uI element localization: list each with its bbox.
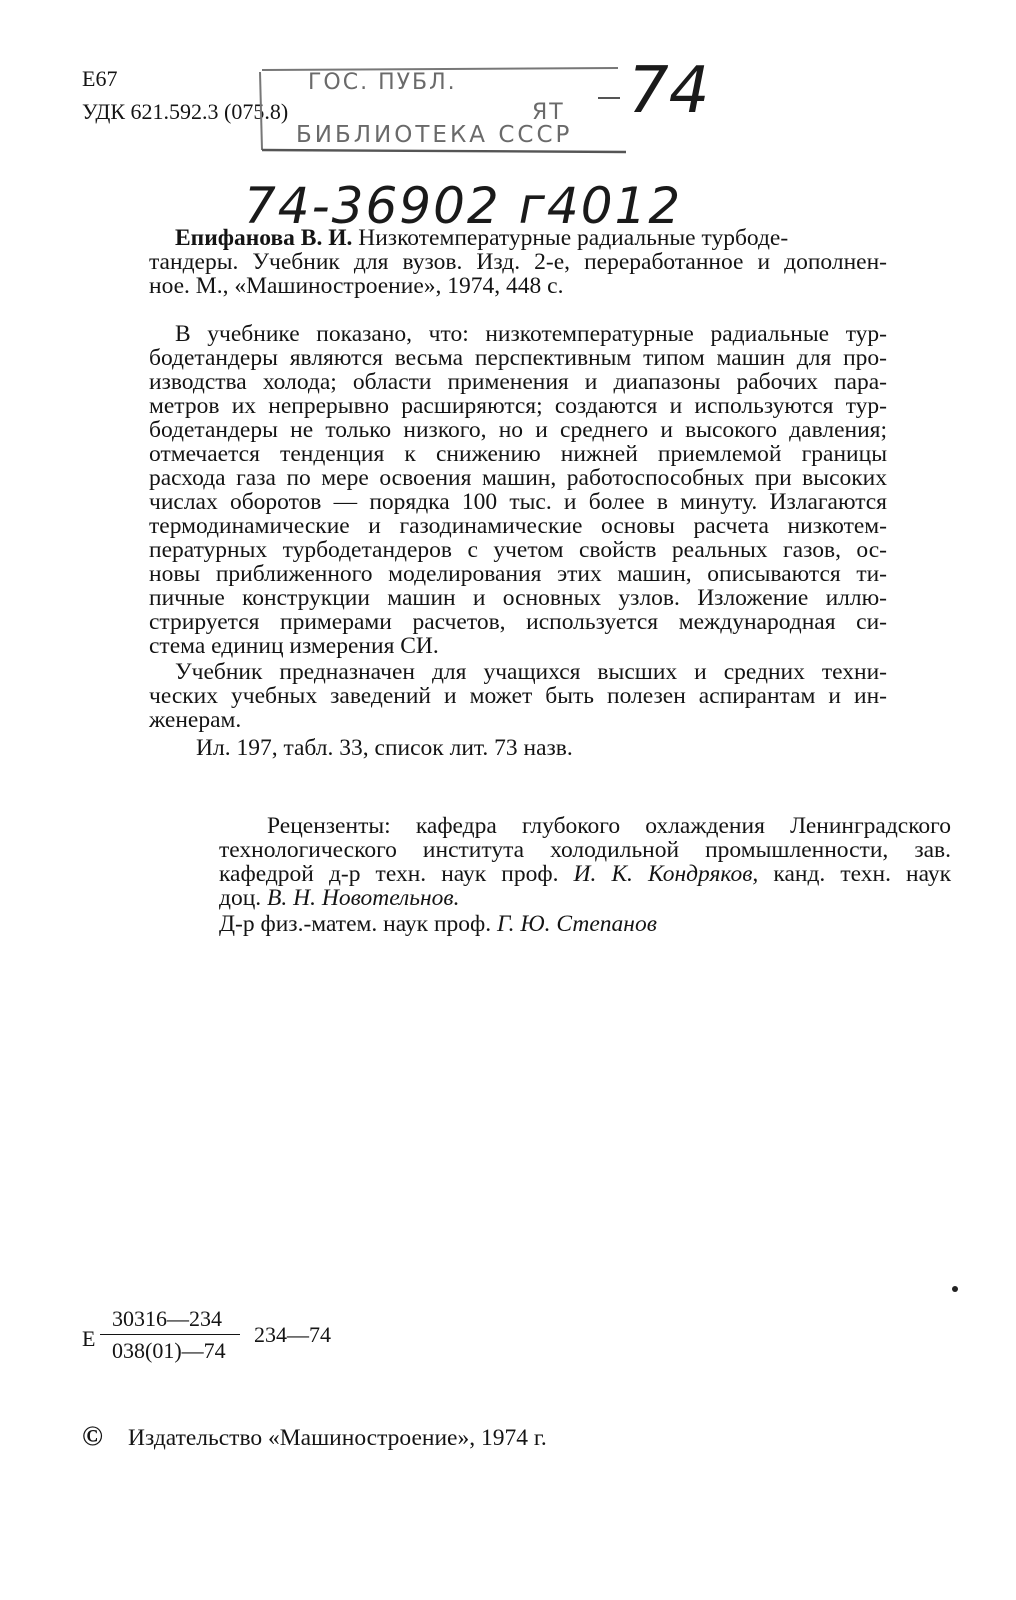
abstract-line: бодетандеры не только низкого, но и среднего и высокого давления;: [149, 417, 887, 443]
reviewer-credentials: кафедрой д-р техн. наук проф.: [219, 861, 559, 887]
abstract-line: расхода газа по мере освоения машин, работоспособных при высоких: [149, 465, 887, 491]
abstract-line: стрируется примерами расчетов, используется международная си-: [149, 609, 887, 635]
dot-mark: [952, 1286, 958, 1292]
stamp-bottom-text: БИБЛИОТЕКА СССР: [296, 122, 573, 148]
purpose-line: ческих учебных заведений и может быть полезен аспирантам и ин-: [149, 683, 887, 709]
abstract-line: пературных турбодетандеров с учетом свойств реальных газов, ос-: [149, 537, 887, 563]
purpose-line: женерам.: [149, 707, 242, 733]
author: Епифанова В. И.: [175, 225, 353, 251]
abstract-line: отмечается тенденция к снижению нижней приемлемой границы: [149, 441, 887, 467]
catalog-code: Е67: [82, 66, 118, 91]
udk-code: УДК 621.592.3 (075.8): [82, 99, 289, 124]
stamp-top-text: ГОС. ПУБЛ.: [308, 70, 457, 95]
reviewer-credentials: Д-р физ.-матем. наук проф.: [219, 911, 492, 937]
illustration-stats: Ил. 197, табл. 33, список лит. 73 назв.: [196, 735, 573, 761]
reviewer-name: И. К. Кондряков,: [573, 861, 759, 887]
index-code: [82, 1300, 382, 1380]
reviewers-line: технологического института холодильной промышленности, зав.: [219, 837, 951, 863]
abstract-line: изводства холода; области применения и диапазоны рабочих пара-: [149, 369, 887, 395]
reviewers-line: Рецензенты: кафедра глубокого охлаждения Ленинградского: [267, 813, 951, 839]
reviewers-line: [219, 886, 459, 911]
bib-line-1: [175, 226, 788, 251]
abstract-line: стема единиц измерения СИ.: [149, 633, 439, 659]
book-title: Низкотемпературные радиальные турбоде-: [358, 225, 789, 251]
copyright-icon: ©: [82, 1421, 103, 1452]
reviewer-name: Г. Ю. Степанов: [497, 911, 657, 937]
purpose-line: Учебник предназначен для учащихся высших и средних техни-: [175, 659, 887, 685]
abstract-line: новы приближенного моделирования этих машин, описываются ти-: [149, 561, 887, 587]
handwritten-number: 74: [628, 54, 710, 128]
copyright-text: Издательство «Машиностроение», 1974 г.: [128, 1425, 547, 1451]
reviewers-line: [219, 862, 951, 887]
reviewer-credentials: канд. техн. наук: [773, 861, 952, 887]
bib-line-2: тандеры. Учебник для вузов. Изд. 2-е, переработанное и дополнен-: [149, 249, 887, 275]
index-numerator: 30316—234: [112, 1306, 222, 1331]
handwritten-inventory: 74-36902 г4012: [244, 177, 683, 235]
stamp-mid-text: ЯТ: [532, 100, 565, 125]
index-suffix: 234—74: [254, 1322, 331, 1347]
fraction-bar: [100, 1334, 240, 1335]
reviewers-line: [219, 912, 657, 937]
reviewer-credentials: доц.: [219, 885, 262, 911]
abstract-line: термодинамические и газодинамические основы расчета низкотем-: [149, 513, 887, 539]
abstract-line: бодетандеры являются весьма перспективным типом машин для про-: [149, 345, 887, 371]
abstract-line: В учебнике показано, что: низкотемпературные радиальные тур-: [175, 321, 887, 347]
bib-line-3: ное. М., «Машиностроение», 1974, 448 с.: [149, 273, 564, 299]
library-stamp: [258, 64, 630, 156]
abstract-line: пичные конструкции машин и основных узлов. Изложение иллю-: [149, 585, 887, 611]
index-prefix: Е: [82, 1326, 96, 1351]
index-denominator: 038(01)—74: [112, 1338, 226, 1363]
abstract-line: числах оборотов — порядка 100 тыс. и более в минуту. Излагаются: [149, 489, 887, 515]
reviewer-name: В. Н. Новотельнов.: [267, 885, 460, 911]
abstract-line: метров их непрерывно расширяются; создаются и используются тур-: [149, 393, 887, 419]
